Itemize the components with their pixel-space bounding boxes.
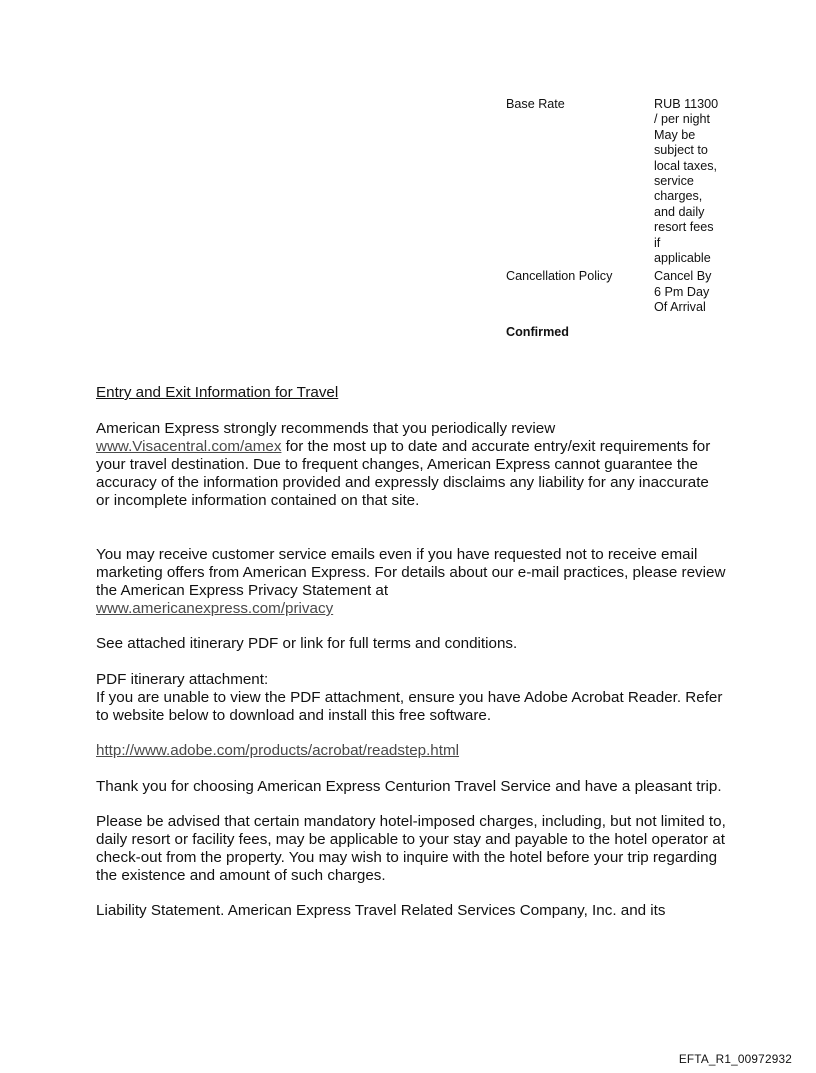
document-id: EFTA_R1_00972932 [678,1052,792,1066]
itinerary-note: See attached itinerary PDF or link for full terms and conditions. [96,635,518,652]
cancellation-policy-row [506,269,736,315]
privacy-text: You may receive customer service emails even if you have requested not to receive email marketing offers from American Express. For details about our e-mail practices, please review the American Express Privacy Statement at [96,546,726,599]
rate-table [506,97,736,340]
visacentral-link[interactable]: www.Visacentral.com/amex [96,438,282,455]
document-body [96,384,726,920]
privacy-link[interactable]: www.americanexpress.com/privacy [96,600,334,617]
adobe-paragraph [96,742,726,760]
base-rate-row [506,97,736,266]
privacy-paragraph [96,546,726,618]
charges-notice-paragraph: Please be advised that certain mandatory hotel-imposed charges, including, but not limited to, daily resort or facility fees, may be applicable to your stay and payable to the hotel operator at check-out from the property. You may wish to inquire with the hotel before your trip regarding the existence and amount of such charges. [96,813,726,884]
pdf-paragraph [96,671,726,725]
entry-exit-heading: Entry and Exit Information for Travel [96,384,339,401]
entry-exit-text-start: American Express strongly recommends that you periodically review [96,420,556,437]
cancellation-policy-value: Cancel By 6 Pm Day Of Arrival [654,269,712,315]
base-rate-label: Base Rate [506,97,565,111]
pdf-attachment-title: PDF itinerary attachment: [96,671,269,688]
adobe-reader-link[interactable]: http://www.adobe.com/products/acrobat/readstep.html [96,742,460,759]
thank-you-paragraph: Thank you for choosing American Express Centurion Travel Service and have a pleasant trip. [96,778,722,795]
entry-exit-paragraph [96,420,726,510]
base-rate-value: RUB 11300 / per night May be subject to local taxes, service charges, and daily resort fees if applicable [654,97,719,266]
cancellation-policy-label: Cancellation Policy [506,269,613,284]
pdf-instructions: If you are unable to view the PDF attachment, ensure you have Adobe Acrobat Reader. Refer to website below to download and install this free software. [96,689,723,724]
entry-exit-text-end: for the most up to date and accurate entry/exit requirements for your travel destination. Due to frequent changes, American Express cannot guarantee the accuracy of the information provided and expressly disclaims any liability for any inaccurate or incomplete information contained on that site. [96,438,711,509]
liability-paragraph: Liability Statement. American Express Travel Related Services Company, Inc. and its [96,902,666,919]
booking-status: Confirmed [506,324,569,339]
